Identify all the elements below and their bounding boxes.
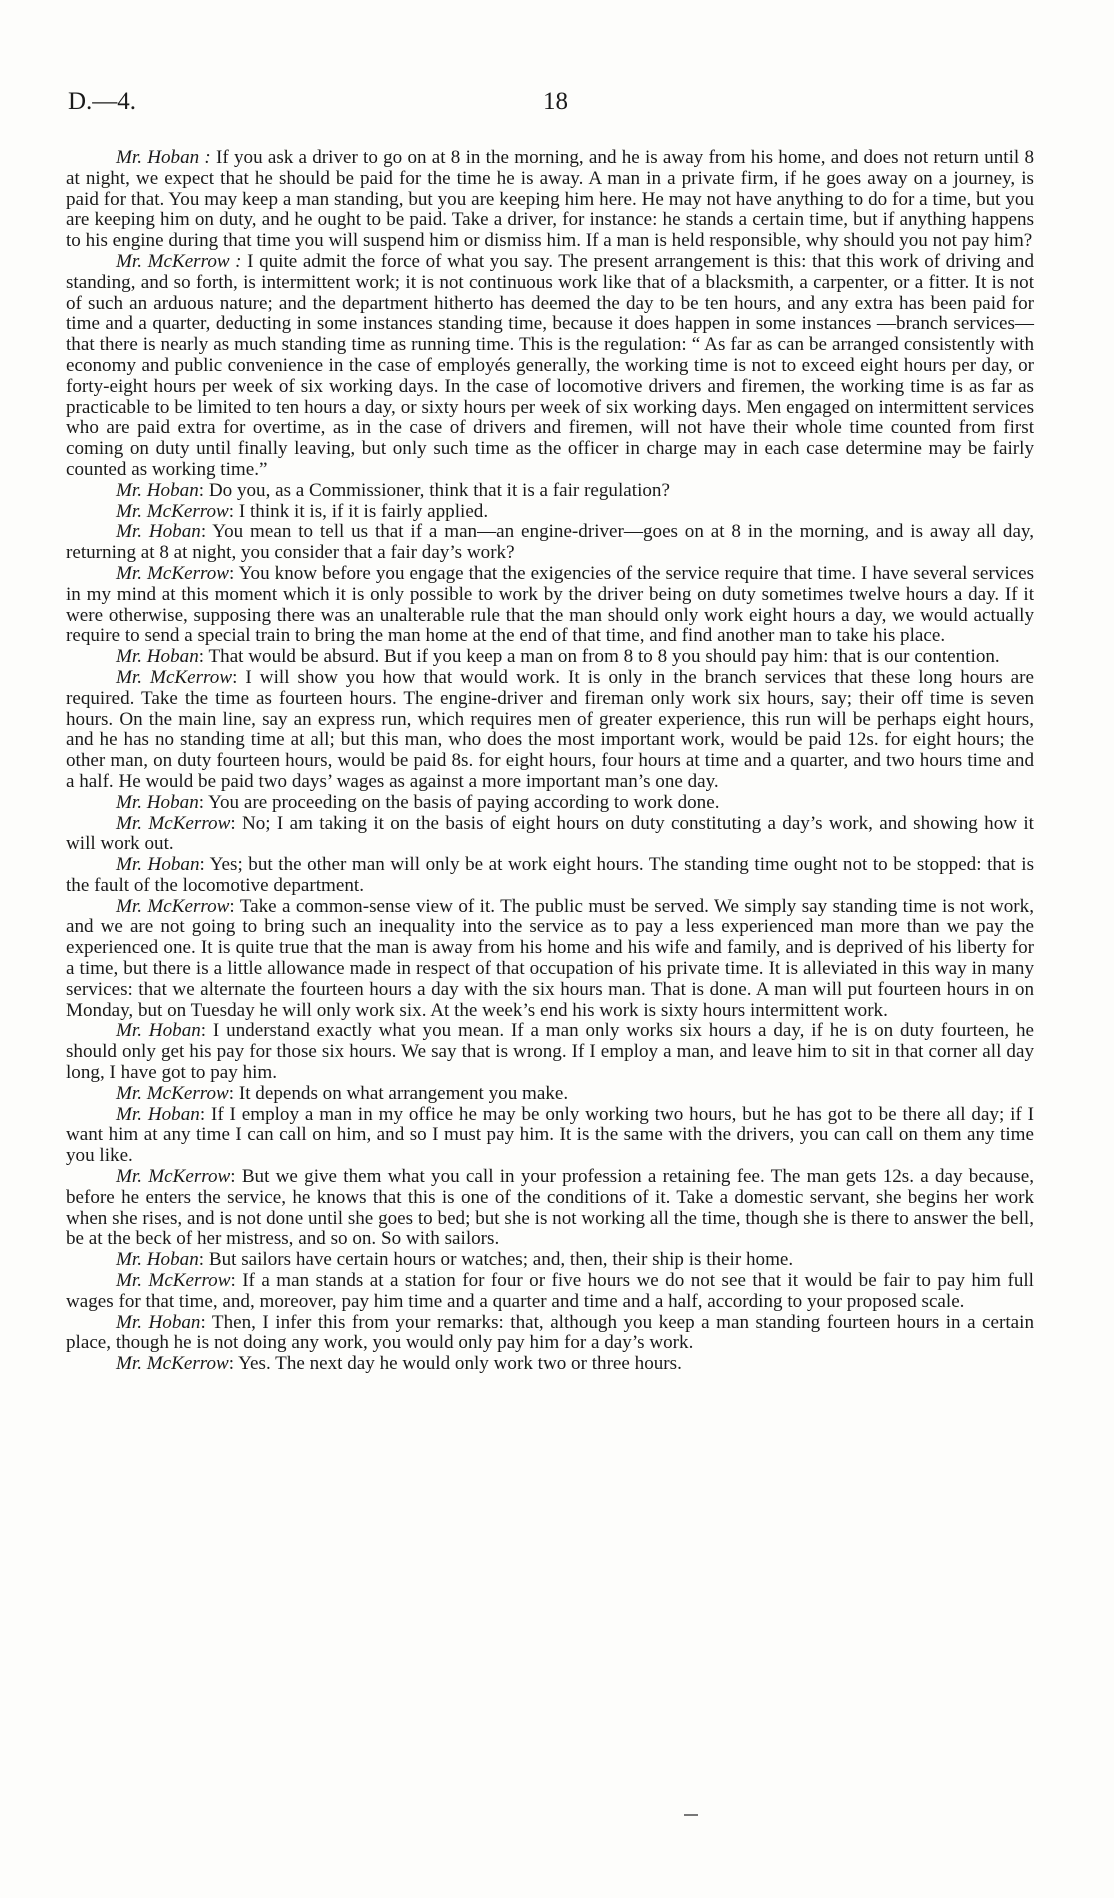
paragraph-text: : No; I am taking it on the basis of eight hours on duty constituting a day’s work, and showing how it will work out. — [66, 812, 1034, 855]
speaker-name: Mr. McKerrow — [116, 812, 231, 834]
page-header — [68, 88, 1043, 128]
document-code: D.—4. — [68, 88, 137, 115]
speaker-name: Mr. Hoban — [116, 521, 201, 543]
transcript-paragraph — [66, 1167, 1034, 1250]
transcript-paragraph — [66, 481, 1034, 502]
transcript-paragraph — [66, 252, 1034, 481]
speaker-name: Mr. Hoban — [116, 646, 199, 668]
paragraph-text: : If I employ a man in my office he may be only working two hours, but he has got to be there all day; if I want him at any time I can call on him, and so I must pay him. It is the same with the drivers, you can call on them any time you like. — [66, 1103, 1034, 1167]
paragraph-text: : It depends on what arrangement you make. — [228, 1082, 569, 1104]
speaker-name: Mr. Hoban — [116, 1020, 201, 1042]
speaker-name: Mr. McKerrow — [116, 500, 229, 522]
transcript-paragraph — [66, 564, 1034, 647]
paragraph-text: : If a man stands at a station for four or five hours we do not see that it would be fair to pay him full wages for that time, and, moreover, pay him time and a quarter and time and a half, according to your proposed scale. — [66, 1270, 1034, 1312]
paragraph-text: : You know before you engage that the exigencies of the service require that time. I have several services in my mind at this moment which it is only possible to work by the driver being on duty sometimes twelve hours a day. If it were otherwise, supposing there was an unalterable rule that the man should only work eight hours a day, we would actually require to send a special train to bring the man home at the end of that time, and find another man to take his place. — [66, 562, 1034, 647]
paragraph-text: If you ask a driver to go on at 8 in the morning, and he is away from his home, and does not return until 8 at night, we expect that he should be paid for the time he is away. A man in a private firm, if he goes away on a journey, is paid for that. You may keep a man standing, but you are keeping him here. He may not have anything to do for a time, but you are keeping him on duty, and he ought to be paid. Take a driver, for instance: he stands a certain time, but if anything happens to his engine during that time you will suspend him or dismiss him. If a man is held responsible, why should you not pay him? — [66, 147, 1034, 252]
paragraph-text: : But we give them what you call in your profession a retaining fee. The man gets 12s. a day because, before he enters the service, he knows that this is one of the conditions of it. Take a domestic servant, she begins her work when she rises, and is not done until she goes to bed; but she is not working all the time, though she is there to answer the bell, be at the beck of her mistress, and so on. So with sailors. — [66, 1166, 1034, 1250]
speaker-name: Mr. McKerrow : — [116, 250, 242, 272]
paragraph-text: : But sailors have certain hours or watches; and, then, their ship is their home. — [198, 1249, 794, 1271]
transcript-paragraph — [66, 1084, 1034, 1105]
speaker-name: Mr. Hoban — [116, 1249, 199, 1271]
transcript-paragraph — [66, 1250, 1034, 1271]
transcript-paragraph — [66, 647, 1034, 668]
transcript-paragraph — [66, 1313, 1034, 1355]
transcript-paragraph — [66, 502, 1034, 523]
paragraph-text: : I understand exactly what you mean. If a man only works six hours a day, if he is on duty fourteen, he should only get his pay for those six hours. We say that is wrong. If I employ a man, and leave him to sit in that corner all day long, I have got to pay him. — [66, 1020, 1034, 1084]
page-number: 18 — [543, 88, 568, 115]
paragraph-text: : That would be absurd. But if you keep a man on from 8 to 8 you should pay him: that is our contention. — [198, 646, 1000, 668]
paragraph-text: : I will show you how that would work. It is only in the branch services that these long hours are required. Take the time as fourteen hours. The engine-driver and fireman only work six hours, say; their off time is seven hours. On the main line, say an express run, which requires men of greater experience, this run will be perhaps eight hours, and he has no standing time at all; but this man, who does the most important work, would be paid 12s. for eight hours; the other man, on duty fourteen hours, would be paid 8s. for eight hours, four hours at time and a quarter, and two hours time and a half. He would be paid two days’ wages as against a more important man’s one day. — [66, 666, 1034, 792]
transcript-paragraph — [66, 1354, 1034, 1375]
paragraph-text: : Then, I infer this from your remarks: that, although you keep a man standing fourteen hours in a certain place, though he is not doing any work, you would only pay him for a day’s work. — [66, 1311, 1034, 1354]
speaker-name: Mr. Hoban — [116, 1311, 201, 1333]
paragraph-text: : Yes; but the other man will only be at work eight hours. The standing time ought not to be stopped: that is the fault of the locomotive department. — [66, 854, 1034, 896]
transcript-body — [66, 148, 1034, 1375]
speaker-name: Mr. McKerrow — [116, 1082, 229, 1104]
speaker-name: Mr. McKerrow — [116, 666, 233, 688]
speaker-name: Mr. Hoban — [116, 854, 200, 876]
speaker-name: Mr. Hoban — [116, 479, 199, 501]
speaker-name: Mr. McKerrow — [116, 1270, 231, 1292]
speaker-name: Mr. Hoban — [116, 791, 199, 813]
transcript-paragraph — [66, 668, 1034, 793]
speaker-name: Mr. McKerrow — [116, 1353, 229, 1375]
paragraph-text: : I think it is, if it is fairly applied. — [228, 500, 489, 522]
transcript-paragraph — [66, 148, 1034, 252]
paragraph-text: : You are proceeding on the basis of paying according to work done. — [198, 791, 720, 813]
stray-print-mark — [684, 1814, 698, 1816]
transcript-paragraph — [66, 1021, 1034, 1083]
speaker-name: Mr. Hoban : — [116, 147, 211, 168]
transcript-paragraph — [66, 1271, 1034, 1313]
transcript-paragraph — [66, 855, 1034, 897]
paragraph-text: : Take a common-sense view of it. The public must be served. We simply say standing time is not work, and we are not going to bring such an inequality into the service as to pay a less experienced man more than we pay the experienced one. It is quite true that the man is away from his home and his wife and family, and is deprived of his liberty for a time, but there is a little allowance made in respect of that occupation of his private time. It is alleviated in this way in many services: that we alternate the fourteen hours a day with the six hours man. That is done. A man will put fourteen hours in on Monday, but on Tuesday he will only work six. At the week’s end his work is sixty hours intermittent work. — [66, 895, 1034, 1021]
transcript-paragraph — [66, 522, 1034, 564]
transcript-paragraph — [66, 814, 1034, 856]
paragraph-text: : Yes. The next day he would only work two or three hours. — [228, 1353, 682, 1375]
paragraph-text: : Do you, as a Commissioner, think that it is a fair regulation? — [198, 479, 670, 501]
transcript-paragraph — [66, 897, 1034, 1022]
paragraph-text: I quite admit the force of what you say. The present arrangement is this: that this work of driving and standing, and so forth, is intermittent work; it is not continuous work like that of a blacksmith, a carpenter, or a fitter. It is not of such an arduous nature; and the department hitherto has deemed the day to be ten hours, and any extra has been paid for time and a quarter, deducting in some instances standing time, because it does happen in some instances —branch services—that there is nearly as much standing time as running time. This is the regulation: “ As far as can be arranged consistently with economy and public convenience in the case of employés generally, the working time is not to exceed eight hours per day, or forty-eight hours per week of six working days. In the case of locomotive drivers and firemen, the working time is as far as practicable to be limited to ten hours a day, or sixty hours per week of six working days. Men engaged on intermittent services who are paid extra for overtime, as in the case of drivers and firemen, will not have their whole time counted from first coming on duty until finally leaving, but only such time as the officer in charge may in each case determine may be fairly counted as working time.” — [66, 250, 1034, 480]
speaker-name: Mr. McKerrow — [116, 562, 230, 584]
paragraph-text: : You mean to tell us that if a man—an engine-driver—goes on at 8 in the morning, and is away all day, returning at 8 at night, you consider that a fair day’s work? — [66, 521, 1034, 564]
speaker-name: Mr. Hoban — [116, 1103, 200, 1125]
transcript-paragraph — [66, 1105, 1034, 1167]
transcript-paragraph — [66, 793, 1034, 814]
speaker-name: Mr. McKerrow — [116, 895, 230, 917]
speaker-name: Mr. McKerrow — [116, 1166, 231, 1188]
